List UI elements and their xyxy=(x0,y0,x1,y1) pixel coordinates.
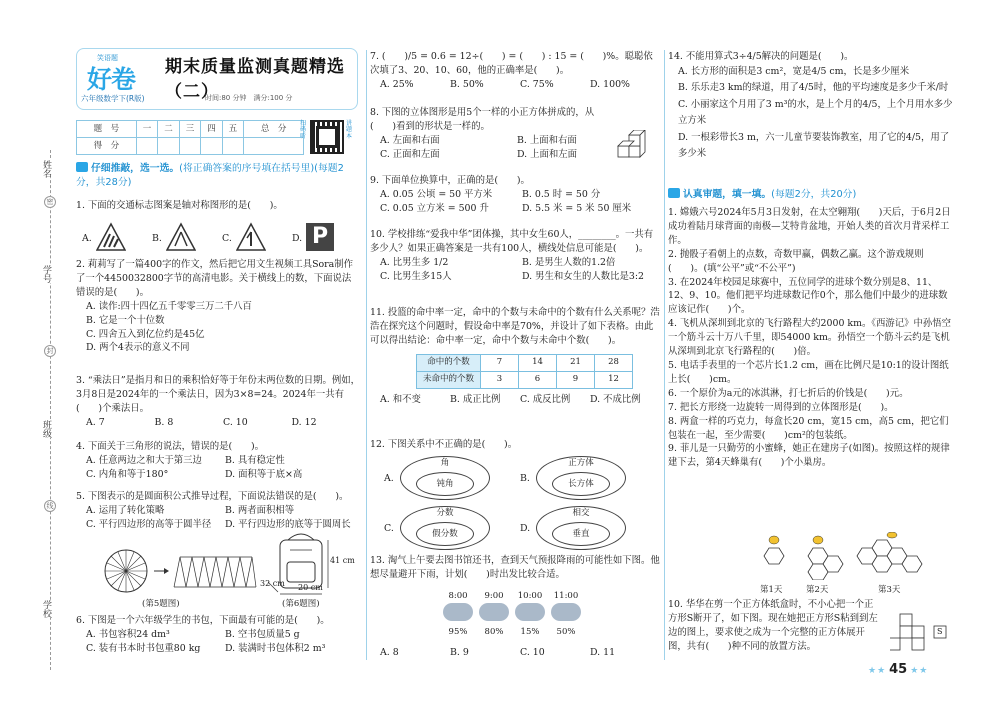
rain-cloud-icon xyxy=(515,603,545,621)
brand-small-text: 笑语题 xyxy=(97,54,118,62)
option-b[interactable]: B. 成正比例 xyxy=(450,393,501,405)
question-2 xyxy=(76,258,360,355)
score-cell: 总 分 xyxy=(244,121,304,138)
section-2-title: 认真审题，填一填。 xyxy=(683,189,772,200)
score-input[interactable] xyxy=(136,138,157,155)
question-10 xyxy=(370,228,660,284)
forecast-time: 11:00 xyxy=(553,591,579,601)
exam-header xyxy=(76,48,358,110)
hit-table xyxy=(416,354,633,389)
star-decoration-icon: ★★ xyxy=(910,666,929,676)
seal-mark: 密 xyxy=(44,196,56,208)
option-b-label[interactable]: B. xyxy=(152,233,162,244)
option-a[interactable]: A. 长方形的面积是3 cm²，宽是4/5 cm，长是多少厘米 xyxy=(678,65,910,77)
question-1 xyxy=(76,199,360,213)
column-2 xyxy=(370,0,660,711)
diagram-a-inner xyxy=(416,472,474,496)
option-c[interactable]: C. 成反比例 xyxy=(520,393,571,405)
hit-table-cell: 命中的个数 xyxy=(417,354,481,371)
fill-question-3: 3. 在2024年校园足球赛中，五位同学的进球个数分别是8、11、12、9、10。他们把平均进球数记作0个，那么他们中最少的进球数应该记作( )个。 xyxy=(668,276,948,316)
diagram-label: 长方体 xyxy=(568,479,594,489)
option-b[interactable]: B. 8 xyxy=(154,416,174,428)
question-1-text: 1. 下面的交通标志图案是轴对称图形的是( )。 xyxy=(76,200,283,211)
brand-logo xyxy=(83,53,157,95)
score-row-header xyxy=(77,121,304,138)
grade-label: 六年级数学下(R版) xyxy=(81,94,145,103)
option-d[interactable]: D. 12 xyxy=(291,416,317,428)
section-bar-icon xyxy=(76,162,88,172)
diagram-d-inner xyxy=(552,522,610,546)
question-2-text: 2. 莉莉写了一篇400字的作文，然后把它用文生视频工具Sora制作了一个4450032800字节的高清电影。关于横线上的数，下面说法错误的是( )。 xyxy=(76,259,353,298)
hit-table-cell: 12 xyxy=(595,371,633,388)
hit-table-cell: 未命中的个数 xyxy=(417,371,481,388)
diagram-label: 相交 xyxy=(572,508,590,518)
option-c[interactable]: C. 0.05 立方米 = 500 升 xyxy=(380,202,489,214)
option-b[interactable]: B. 上面和右面 xyxy=(517,134,577,146)
question-13-text: 13. 淘气上午要去图书馆还书，查到天气预报降雨的可能性如下图。他想尽量避开下雨，计划( )时出发比较合适。 xyxy=(370,555,660,580)
option-b[interactable]: B. 两者面积相等 xyxy=(225,504,295,516)
question-8 xyxy=(370,106,600,162)
option-d[interactable]: D. 装满时书包体积2 m³ xyxy=(225,642,326,654)
option-d[interactable]: D. 两个4表示的意义不同 xyxy=(86,342,190,354)
question-14 xyxy=(668,50,956,163)
option-a-label[interactable]: A. xyxy=(384,473,394,484)
question-12 xyxy=(370,438,660,452)
parking-sign-icon: P xyxy=(306,223,334,251)
crosswalk-sign-icon xyxy=(96,222,126,252)
option-d[interactable]: D. 一根彩带长3 m，六一儿童节要装饰教室，用了它的4/5，用了多少米 xyxy=(678,131,950,160)
option-b[interactable]: B. 50% xyxy=(450,78,484,90)
score-table xyxy=(76,120,304,155)
class-label: 班级 xyxy=(38,420,52,438)
bee-day-2-label: 第2天 xyxy=(806,585,829,595)
fill-question-1: 1. 嫦娥六号2024年5月3日发射，在太空翱翔( )天后，于6月2日成功着陆月球背面的南极—艾特肯盆地，开始人类的首次月背采样工作。 xyxy=(668,207,951,246)
dim-width: 20 cm xyxy=(298,583,323,592)
rain-probability: 50% xyxy=(556,627,576,637)
score-row-values xyxy=(77,138,304,155)
option-a[interactable]: A. 25% xyxy=(380,78,414,90)
hit-table-cell: 9 xyxy=(557,371,595,388)
option-c[interactable]: C. 四舍五入到亿位约是45亿 xyxy=(86,328,205,340)
fill-question-6: 6. 一个原价为a元的冰淇淋，打七折后的价钱是( )元。 xyxy=(668,387,909,399)
name-label: 姓名 xyxy=(38,160,52,178)
bee-day-3-label: 第3天 xyxy=(878,585,901,595)
forecast-time: 10:00 xyxy=(517,591,543,601)
question-3-text: 3. “乘法日”是指月和日的乘积恰好等于年份末两位数的日期。例如，3月8日是2024年的一个乘法日，因为3×8=24。2024年一共有( )个乘法日。 xyxy=(76,375,361,414)
option-c[interactable]: C. 比男生多15人 xyxy=(380,270,452,282)
option-d[interactable]: D. 上面和左面 xyxy=(517,148,578,160)
option-c-label[interactable]: C. xyxy=(384,523,394,534)
rain-cloud-icon xyxy=(479,603,509,621)
option-c[interactable]: C. 10 xyxy=(520,647,545,658)
question-12-text: 12. 下图关系中不正确的是( )。 xyxy=(370,439,518,450)
binding-cut-line xyxy=(50,150,51,670)
qr-code-icon[interactable] xyxy=(310,120,344,154)
rain-probability: 15% xyxy=(520,627,540,637)
brand-big-text: 好卷 xyxy=(87,65,136,94)
score-cell: 五 xyxy=(222,121,243,138)
weather-forecast xyxy=(440,590,600,642)
option-a[interactable]: A. 8 xyxy=(380,647,399,658)
question-1-signs xyxy=(82,222,358,256)
option-a[interactable]: A. 运用了转化策略 xyxy=(86,504,165,516)
diagram-label: 假分数 xyxy=(432,529,458,539)
diagram-label: 分数 xyxy=(436,508,454,518)
rain-probability: 80% xyxy=(484,627,504,637)
option-a[interactable]: A. 0.05 公顷 = 50 平方米 xyxy=(380,188,493,200)
question-8-text: 8. 下图的立体图形是用5个一样的小正方体拼成的，从( )看到的形状是一样的。 xyxy=(370,107,595,132)
beehive-figure xyxy=(752,532,942,580)
option-c[interactable]: C. 平行四边形的高等于圆半径 xyxy=(86,518,212,530)
score-input[interactable] xyxy=(244,138,304,155)
fill-in-list xyxy=(668,206,956,470)
option-c[interactable]: C. 正面和左面 xyxy=(380,148,440,160)
question-4 xyxy=(76,440,360,482)
question-10-text: 10. 学校排练“爱我中华”团体操，其中女生60人，________。一共有多少人？如果正确答案是一共有100人，横线处信息可能是( )。 xyxy=(370,229,654,254)
diagram-c-inner xyxy=(416,522,474,546)
hit-table-cell: 28 xyxy=(595,354,633,371)
rain-cloud-icon xyxy=(551,603,581,621)
bee-day-1-label: 第1天 xyxy=(760,585,783,595)
option-b[interactable]: B. 9 xyxy=(450,647,469,658)
diagram-label: 正方体 xyxy=(568,458,594,468)
qr-right-label: 讲题本 xyxy=(346,120,353,140)
fill-question-7: 7. 把长方形绕一边旋转一周得到的立体图形是( )。 xyxy=(668,401,894,413)
section-1-title: 仔细推敲，选一选。 xyxy=(91,163,180,174)
question-11 xyxy=(370,306,660,407)
page-title: 期末质量监测真题精选（二） xyxy=(165,57,345,103)
option-b-label[interactable]: B. xyxy=(520,473,530,484)
option-d-label[interactable]: D. xyxy=(520,523,531,534)
score-input[interactable] xyxy=(201,138,222,155)
dim-height: 41 cm xyxy=(330,556,355,565)
option-a[interactable]: A. 比男生多 1/2 xyxy=(380,256,449,268)
option-c[interactable]: C. 装有书本时书包重80 kg xyxy=(86,642,201,654)
score-cell: 一 xyxy=(136,121,157,138)
score-cell: 题 号 xyxy=(77,121,137,138)
page-footer xyxy=(868,660,928,679)
column-divider xyxy=(664,50,665,660)
question-4-text: 4. 下面关于三角形的说法，错误的是( )。 xyxy=(76,441,264,452)
option-c[interactable]: C. 75% xyxy=(520,78,554,90)
diagram-label: 钝角 xyxy=(436,479,454,489)
option-b[interactable]: B. 乐乐走3 km的绿道，用了4/5时，他的平均速度是多少千米/时 xyxy=(678,82,949,94)
line-mark: 线 xyxy=(44,500,56,512)
score-cell: 四 xyxy=(201,121,222,138)
section-2-note: (每题2分，共20分) xyxy=(771,189,857,200)
option-b[interactable]: B. 它是一个十位数 xyxy=(86,314,165,326)
option-a[interactable]: A. 7 xyxy=(86,416,105,428)
option-c[interactable]: C. 10 xyxy=(223,416,248,428)
fill-question-2: 2. 抛骰子看朝上的点数，奇数甲赢，偶数乙赢。这个游戏规则( )。(填“公平”或“不公平”) xyxy=(668,248,924,274)
option-a-label[interactable]: A. xyxy=(82,233,92,244)
option-c-label[interactable]: C. xyxy=(222,233,232,244)
question-13 xyxy=(370,554,660,582)
option-d[interactable]: D. 男生和女生的人数比是3:2 xyxy=(522,270,644,282)
option-a[interactable]: A. 读作:四十四亿五千零零三万二千八百 xyxy=(86,300,252,312)
cube-stack-figure xyxy=(616,130,654,164)
question-9 xyxy=(370,174,660,216)
fill-question-5: 5. 电话手表里的一个芯片长1.2 cm，画在比例尺是10:1的设计图纸上长( )cm。 xyxy=(668,359,949,385)
option-d[interactable]: D. 100% xyxy=(590,78,630,90)
page-number: 45 xyxy=(889,662,908,677)
score-input[interactable] xyxy=(222,138,243,155)
question-5-text: 5. 下图表示的是圆面积公式推导过程，下面说法错误的是( )。 xyxy=(76,491,349,502)
diagram-b-inner xyxy=(552,472,610,496)
square-s-label: S xyxy=(937,627,943,636)
column-divider xyxy=(366,50,367,660)
question-7-text: 7. ( )/5 = 0.6 = 12÷( ) = ( ) : 15 = ( )%。聪聪依次填了3、20、10、60，他的正确率是( )。 xyxy=(370,51,653,76)
qr-left-label: 扫码听 xyxy=(300,120,307,140)
figure-6-caption: (第6题图) xyxy=(282,599,320,609)
road-sign-icon xyxy=(236,222,266,252)
question-7 xyxy=(370,50,660,92)
option-c[interactable]: C. 小丽家这个月用了3 m³的水，是上个月的4/5，上个月用水多少立方米 xyxy=(678,98,953,127)
option-b[interactable]: B. 0.5 时 = 50 分 xyxy=(522,188,601,200)
fill-question-10-block xyxy=(668,598,878,654)
question-3 xyxy=(76,374,360,430)
option-d[interactable]: D. 平行四边形的底等于圆周长 xyxy=(225,518,351,530)
option-b[interactable]: B. 具有稳定性 xyxy=(225,454,285,466)
hit-table-cell: 3 xyxy=(481,371,519,388)
score-cell: 三 xyxy=(179,121,200,138)
circle-area-derivation-figure xyxy=(102,545,262,597)
forecast-time: 8:00 xyxy=(448,591,468,601)
option-a[interactable]: A. 左面和右面 xyxy=(380,134,440,146)
hit-table-cell: 21 xyxy=(557,354,595,371)
hit-table-cell: 7 xyxy=(481,354,519,371)
option-a[interactable]: A. 任意两边之和大于第三边 xyxy=(86,454,202,466)
hit-table-cell: 14 xyxy=(519,354,557,371)
student-no-label: 学号 xyxy=(38,265,52,283)
diagram-label: 角 xyxy=(440,458,450,468)
option-d[interactable]: D. 5.5 米 = 5 米 50 厘米 xyxy=(522,202,632,214)
option-d[interactable]: D. 不成比例 xyxy=(590,393,641,405)
fill-question-4: 4. 飞机从深圳到北京的飞行路程大约2000 km。《西游记》中孙悟空一个筋斗云十万八千里，即54000 km。孙悟空一个筋斗云约是飞机从深圳到北京飞行路程的( )倍。 xyxy=(668,318,952,358)
dim-depth: 32 cm xyxy=(260,579,285,588)
question-14-text: 14. 不能用算式3÷4/5解决的问题是( )。 xyxy=(668,51,854,62)
score-input[interactable] xyxy=(158,138,179,155)
figure-5-caption: (第5题图) xyxy=(142,599,180,609)
hit-table-cell: 6 xyxy=(519,371,557,388)
fill-question-10: 10. 华华在剪一个正方体纸盒时，不小心把一个正方形S断开了，如下图。现在她把正方形S粘到到左边的图上，要求使之成为一个完整的正方体展开图，共有( )种不同的放置方法。 xyxy=(668,599,878,652)
question-6 xyxy=(76,614,360,656)
question-11-text: 11. 投篮的命中率一定，命中的个数与未命中的个数有什么关系呢？浩浩在探究这个问题时，假设命中率是70%，并设计了如下表格。由此可以得出结论：命中率一定，命中个数与未命中个数( )。 xyxy=(370,307,660,346)
question-13-options xyxy=(380,646,660,660)
forecast-time: 9:00 xyxy=(484,591,504,601)
column-1 xyxy=(72,0,362,711)
score-cell: 二 xyxy=(158,121,179,138)
score-cell: 得 分 xyxy=(77,138,137,155)
section-bar-icon xyxy=(668,188,680,198)
question-9-text: 9. 下面单位换算中，正确的是( )。 xyxy=(370,175,530,186)
option-d-label[interactable]: D. xyxy=(292,233,303,244)
rain-cloud-icon xyxy=(443,603,473,621)
cube-net-figure xyxy=(890,612,952,654)
question-5 xyxy=(76,490,360,532)
section-1-heading xyxy=(76,162,360,191)
school-label: 学校 xyxy=(38,600,52,618)
binding-strip xyxy=(0,0,66,711)
score-input[interactable] xyxy=(179,138,200,155)
section-1-note: (将正确答案的序号填在括号里)(每题2分，共28分) xyxy=(76,163,344,189)
question-6-text: 6. 下图是一个六年级学生的书包，下面最有可能的是( )。 xyxy=(76,615,330,626)
diagram-label: 垂直 xyxy=(572,529,590,539)
option-d[interactable]: D. 面积等于底×高 xyxy=(225,468,303,480)
option-b[interactable]: B. 空书包质量5 g xyxy=(225,628,300,640)
option-c[interactable]: C. 内角和等于180° xyxy=(86,468,169,480)
exam-meta: 时间:80 分钟 满分:100 分 xyxy=(205,94,293,102)
column-3 xyxy=(668,0,958,711)
fill-question-9: 9. 菲儿是一只勤劳的小蜜蜂，她正在建房子(如图)。按照这样的规律建下去，第4天蜂巢有( )个小巢房。 xyxy=(668,443,950,469)
cut-mark: 封 xyxy=(44,345,56,357)
star-decoration-icon: ★★ xyxy=(868,666,887,676)
option-b[interactable]: B. 是男生人数的1.2倍 xyxy=(522,256,616,268)
warning-triangle-sign-icon xyxy=(166,222,196,252)
option-a[interactable]: A. 书包容积24 dm³ xyxy=(86,628,170,640)
rain-probability: 95% xyxy=(448,627,468,637)
section-2-heading xyxy=(668,188,956,202)
option-a[interactable]: A. 和不变 xyxy=(380,393,421,405)
fill-question-8: 8. 两盒一样的巧克力，每盒长20 cm，宽15 cm，高5 cm，把它们包装在一起，至少需要( )cm²的包装纸。 xyxy=(668,415,949,441)
option-d[interactable]: D. 11 xyxy=(590,647,616,658)
